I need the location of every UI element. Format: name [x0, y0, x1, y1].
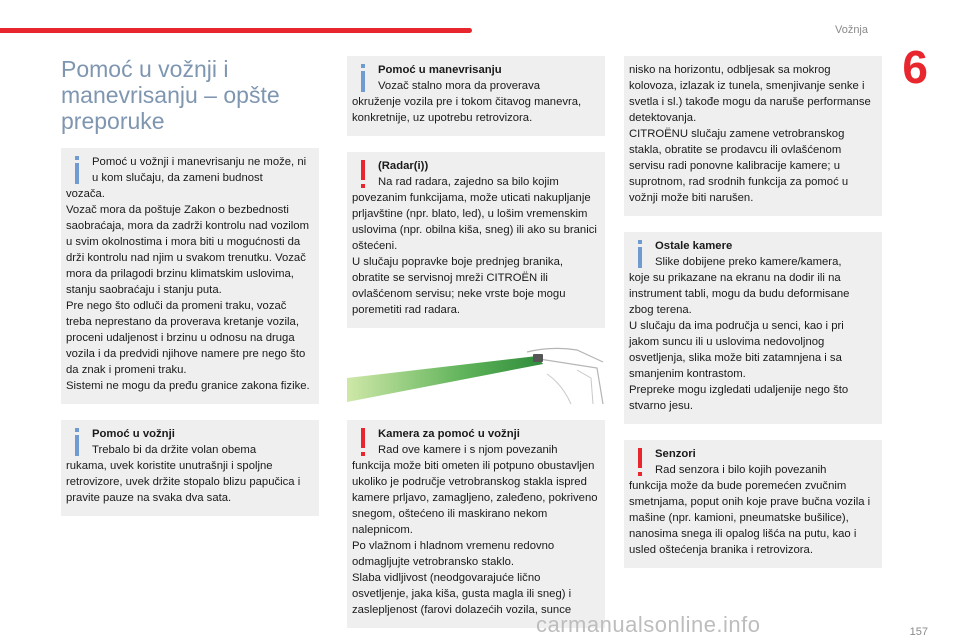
info-box-other-cameras	[624, 232, 882, 424]
box-paragraph: Vozač mora da poštuje Zakon o bezbednosti saobraćaja, mora da zadrži kontrolu nad vozilom u svim okolnostima i mora biti u mogućnosti da drži kontrolu nad njim u svakom trenutku. Vozač mora da prilagodi brzinu klimatskim uslovima, stanju saobraćaju i stanju puta.	[66, 204, 310, 296]
warning-box-radar	[347, 152, 605, 328]
box-text: okruženje vozila pre i tokom čitavog manevra, konkretnije, uz upotrebu retrovizora.	[352, 96, 582, 124]
box-lead: Na rad radara, zajedno sa bilo kojim	[378, 176, 559, 188]
header-accent-bar	[0, 28, 472, 33]
warning-box-camera-continued	[624, 56, 882, 216]
box-heading: Ostale kamere	[655, 240, 733, 252]
info-box-driving-aid	[61, 420, 319, 516]
warning-box-camera	[347, 420, 605, 628]
box-text: koje su prikazane na ekranu na dodir ili na instrument tabli, mogu da budu deformisane zbog terena.	[629, 272, 850, 316]
box-heading: Senzori	[655, 448, 696, 460]
info-icon	[633, 240, 647, 270]
box-lead: Slike dobijene preko kamere/kamera,	[655, 256, 842, 268]
box-heading: Pomoć u vožnji	[92, 428, 175, 440]
chapter-number: 6	[902, 41, 928, 93]
box-lead: Trebalo bi da držite volan obema	[92, 444, 257, 456]
warning-icon	[633, 448, 647, 478]
info-icon	[70, 428, 84, 458]
box-paragraph: Po vlažnom i hladnom vremenu redovno odmagljujte vetrobransko staklo.	[352, 540, 555, 568]
watermark: carmanualsonline.info	[536, 612, 761, 637]
box-text: funkcija može biti ometen ili potpuno obustavljen ukoliko je područje vetrobranskog stakla ispred kamere prljavo, zamagljeno, zaleđeno, pokriveno snegom, oštećeno ili maskirano nekom nalepnicom.	[352, 460, 598, 536]
box-lead: Vozač stalno mora da proverava	[378, 80, 541, 92]
column-2	[347, 56, 605, 644]
box-heading: Pomoć u manevrisanju	[378, 64, 502, 76]
info-box-general	[61, 148, 319, 404]
page-title: Pomoć u vožnji i manevrisanju – opšte preporuke	[61, 56, 280, 134]
box-paragraph: U slučaju da ima područja u senci, kao i pri jakom suncu ili u uslovima nedovoljnog osvetljenja, slika može biti zatamnjena i sa smanjenim kontrastom.	[629, 320, 844, 380]
column-1	[61, 56, 319, 532]
box-paragraph: Prepreke mogu izgledati udaljenije nego što stvarno jesu.	[629, 384, 849, 412]
info-icon	[70, 156, 84, 186]
box-paragraph: Sistemi ne mogu da pređu granice zakona fizike.	[66, 380, 310, 392]
box-paragraph: Slaba vidljivost (neodgovarajuće lično osvetljenje, jaka kiša, gusta magla ili sneg) i zaslepljenost (farovi dolazećih vozila, sunce	[352, 572, 572, 616]
box-text: rukama, uvek koristite unutrašnji i spoljne retrovizore, uvek držite stopalo blizu papučica i pravite pauze na svaka dva sata.	[66, 460, 301, 504]
box-text: vozača.	[66, 188, 105, 200]
box-text: povezanim funkcijama, može uticati nakupljanje prljavštine (npr. blato, led), u lošim vremenskim uslovima (npr. obilna kiša, sneg) ili ako su branici oštećeni.	[352, 192, 597, 252]
box-heading: Kamera za pomoć u vožnji	[378, 428, 520, 440]
warning-box-sensors	[624, 440, 882, 568]
box-lead: Pomoć u vožnji i manevrisanju ne može, ni u kom slučaju, da zameni budnost	[92, 156, 307, 184]
box-text: funkcija može da bude poremećen zvučnim smetnjama, poput onih koje prave bučna vozila i mašine (npr. kamioni, pneumatske bušilice), nanosima snega ili opalog lišća na putu, kao i usled oštećenja branika i retrovizora.	[629, 480, 871, 556]
box-paragraph: U slučaju popravke boje prednjeg branika, obratite se servisnoj mreži CITROËN ili ovlašćenom servisu; neke vrste boje mogu poremetiti rad radara.	[352, 256, 566, 316]
box-lead: Rad ove kamere i s njom povezanih	[378, 444, 558, 456]
box-paragraph: Pre nego što odluči da promeni traku, vozač treba neprestano da proverava kretanje vozila, proceni udaljenost i brzinu u odnosu na druga vozila i da predvidi njihove namere pre nego što da znak i promeni traku.	[66, 300, 306, 376]
box-paragraph: CITROËNU slučaju zamene vetrobranskog stakla, obratite se prodavcu ili ovlašćenom servisu radi ponovne kalibracije kamere; u suprotnom, rad srodnih funkcija za pomoć u vožnji može biti narušen.	[629, 128, 849, 204]
windshield-camera-illustration	[347, 344, 605, 406]
info-icon	[356, 64, 370, 94]
warning-icon	[356, 428, 370, 458]
box-paragraph: nisko na horizontu, odbljesak sa mokrog kolovoza, izlazak iz tunela, smenjivanje senke i svetla i sl.) takođe mogu da naruše performanse detektovanja.	[629, 64, 871, 124]
page-number: 157	[909, 626, 928, 638]
info-box-maneuvering	[347, 56, 605, 136]
box-heading: (Radar(i))	[378, 160, 429, 172]
warning-icon	[356, 160, 370, 190]
section-label: Vožnja	[834, 24, 868, 36]
box-lead: Rad senzora i bilo kojih povezanih	[655, 464, 827, 476]
column-3	[624, 56, 882, 584]
